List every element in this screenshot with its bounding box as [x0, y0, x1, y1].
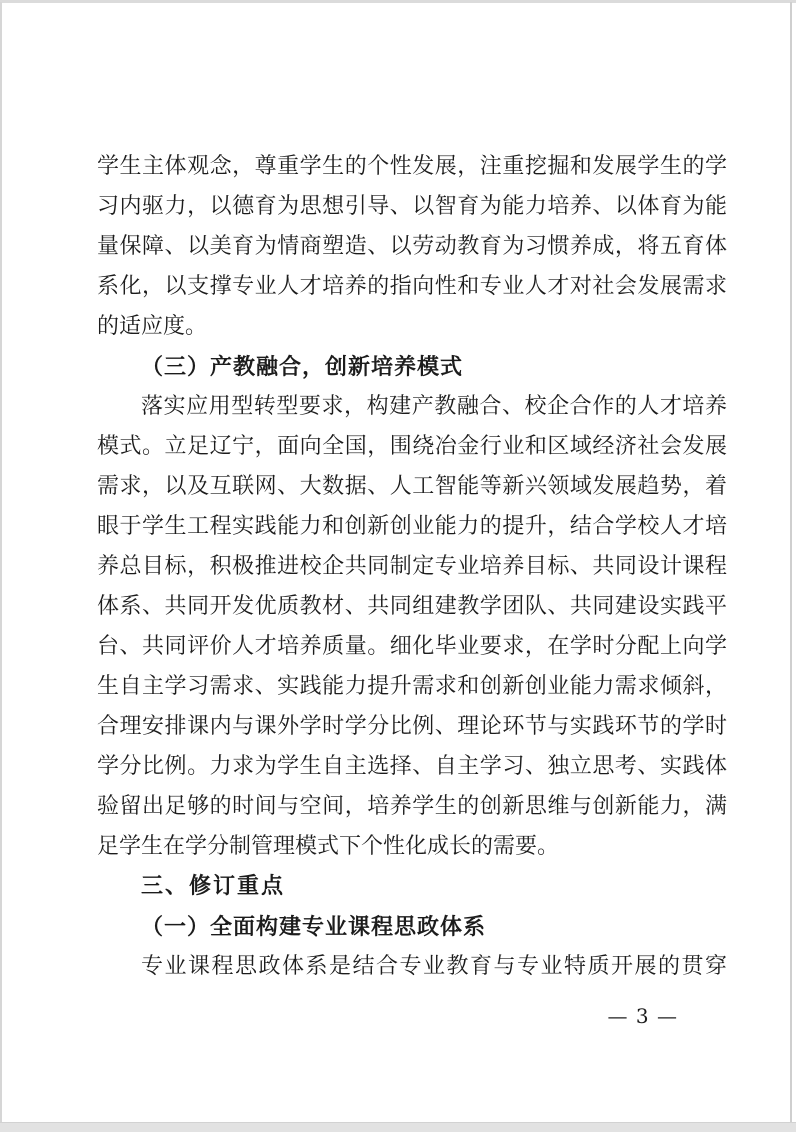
body-text-line: 模式。立足辽宁，面向全国，围绕冶金行业和区域经济社会发展 [97, 434, 727, 459]
body-text-line: 台、共同评价人才培养质量。细化毕业要求，在学时分配上向学 [97, 634, 727, 659]
body-text-line: 需求，以及互联网、大数据、人工智能等新兴领域发展趋势，着 [97, 474, 727, 499]
body-text-line: 专业课程思政体系是结合专业教育与专业特质开展的贯穿 [141, 954, 727, 979]
section-heading-one: （一）全面构建专业课程思政体系 [141, 914, 487, 940]
body-text-line: 验留出足够的时间与空间，培养学生的创新思维与创新能力，满 [97, 794, 727, 819]
part-heading-revision-focus: 三、修订重点 [141, 874, 286, 899]
body-text-line: 生自主学习需求、实践能力提升需求和创新创业能力需求倾斜， [97, 674, 727, 699]
body-text-line: 养总目标，积极推进校企共同制定专业培养目标、共同设计课程 [97, 554, 727, 579]
body-text-line: 习内驱力，以德育为思想引导、以智育为能力培养、以体育为能 [97, 194, 727, 219]
body-text-line: 落实应用型转型要求，构建产教融合、校企合作的人才培养 [141, 394, 727, 419]
body-text-line: 的适应度。 [97, 314, 208, 339]
body-text-line: 足学生在学分制管理模式下个性化成长的需要。 [97, 834, 560, 859]
page-number: — 3 — [607, 1004, 678, 1028]
body-text-line: 学生主体观念，尊重学生的个性发展，注重挖掘和发展学生的学 [97, 154, 727, 179]
body-text-line: 体系、共同开发优质教材、共同组建教学团队、共同建设实践平 [97, 594, 727, 619]
body-text-line: 眼于学生工程实践能力和创新创业能力的提升，结合学校人才培 [97, 514, 727, 539]
page-bottom-edge [0, 1122, 796, 1132]
page-right-edge [790, 2, 792, 1123]
body-text-line: 合理安排课内与课外学时学分比例、理论环节与实践环节的学时 [97, 714, 727, 739]
body-text-line: 学分比例。力求为学生自主选择、自主学习、独立思考、实践体 [97, 754, 727, 779]
section-heading-three: （三）产教融合，创新培养模式 [141, 354, 464, 380]
body-text-line: 系化，以支撑专业人才培养的指向性和专业人才对社会发展需求 [97, 274, 727, 299]
body-text-line: 量保障、以美育为情商塑造、以劳动教育为习惯养成，将五育体 [97, 234, 727, 259]
document-body [97, 147, 727, 987]
page-left-edge [0, 2, 2, 1123]
page-top-edge [0, 0, 796, 3]
